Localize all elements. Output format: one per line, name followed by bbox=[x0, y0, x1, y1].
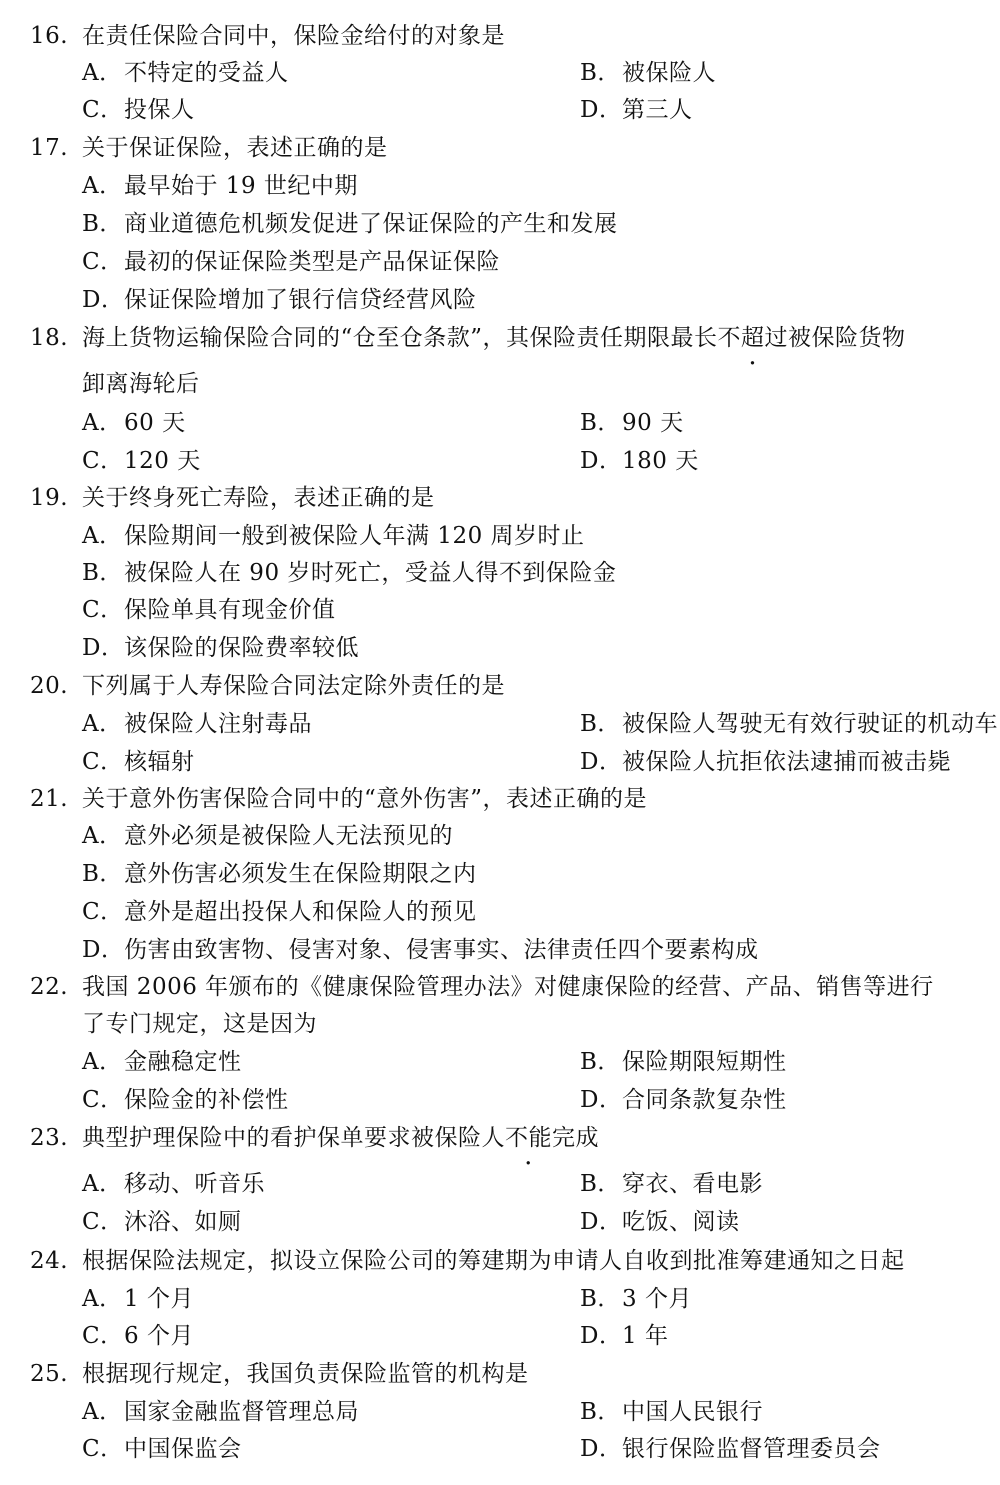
question-number: 19. bbox=[30, 485, 69, 511]
option-c: C．保险金的补偿性 bbox=[82, 1087, 289, 1113]
option-a: A．移动、听音乐 bbox=[82, 1171, 265, 1197]
emphasis-text: 不超过 bbox=[717, 325, 789, 351]
option-a: A．不特定的受益人 bbox=[82, 60, 289, 86]
question-25-stem bbox=[30, 1356, 529, 1392]
option-d: D．合同条款复杂性 bbox=[580, 1087, 787, 1113]
option-c: C．6 个月 bbox=[82, 1323, 194, 1349]
option-b: B．意外伤害必须发生在保险期限之内 bbox=[82, 861, 477, 887]
question-text: 关于终身死亡寿险，表述正确的是 bbox=[82, 485, 435, 511]
option-b: B．保险期限短期性 bbox=[580, 1049, 787, 1075]
option-b: B．90 天 bbox=[580, 410, 684, 436]
question-number: 22. bbox=[30, 974, 69, 1000]
question-number: 25. bbox=[30, 1361, 69, 1387]
option-c: C．中国保监会 bbox=[82, 1436, 242, 1462]
question-number: 24. bbox=[30, 1248, 69, 1274]
emphasis-text: 不能 bbox=[505, 1125, 552, 1151]
option-c: C．120 天 bbox=[82, 448, 201, 474]
option-b: B．商业道德危机频发促进了保证保险的产生和发展 bbox=[82, 211, 618, 237]
option-c: C．意外是超出投保人和保险人的预见 bbox=[82, 899, 477, 925]
question-22-stem bbox=[30, 969, 934, 1005]
question-text: 我国 2006 年颁布的《健康保险管理办法》对健康保险的经营、产品、销售等进行 bbox=[82, 974, 934, 1000]
question-number: 21. bbox=[30, 786, 69, 812]
option-c: C．核辐射 bbox=[82, 749, 195, 775]
option-d: D．该保险的保险费率较低 bbox=[82, 635, 359, 661]
option-d: D．银行保险监督管理委员会 bbox=[580, 1436, 881, 1462]
option-b: B．3 个月 bbox=[580, 1286, 692, 1312]
question-19-stem bbox=[30, 480, 435, 516]
question-number: 20. bbox=[30, 673, 69, 699]
option-a: A．60 天 bbox=[82, 410, 186, 436]
option-d: D．被保险人抗拒依法逮捕而被击毙 bbox=[580, 749, 951, 775]
option-b: B．被保险人在 90 岁时死亡，受益人得不到保险金 bbox=[82, 560, 617, 586]
question-16-stem bbox=[30, 18, 505, 54]
option-b: B．被保险人 bbox=[580, 60, 716, 86]
option-c: C．投保人 bbox=[82, 97, 195, 123]
option-c: C．沐浴、如厕 bbox=[82, 1209, 242, 1235]
option-d: D．180 天 bbox=[580, 448, 699, 474]
question-24-stem bbox=[30, 1243, 905, 1279]
question-text: 根据现行规定，我国负责保险监管的机构是 bbox=[82, 1361, 529, 1387]
option-a: A．最早始于 19 世纪中期 bbox=[82, 173, 358, 199]
question-number: 18. bbox=[30, 325, 69, 351]
question-text: 关于保证保险，表述正确的是 bbox=[82, 135, 388, 161]
option-c: C．最初的保证保险类型是产品保证保险 bbox=[82, 249, 500, 275]
option-b: B．中国人民银行 bbox=[580, 1399, 763, 1425]
option-a: A．意外必须是被保险人无法预见的 bbox=[82, 823, 453, 849]
option-a: A．被保险人注射毒品 bbox=[82, 711, 312, 737]
question-18-stem: 18. 海上货物运输保险合同的“仓至仓条款”，其保险责任期限最长不超过被保险货物 bbox=[30, 320, 906, 356]
option-b: B．被保险人驾驶无有效行驶证的机动车 bbox=[580, 711, 998, 737]
option-b: B．穿衣、看电影 bbox=[580, 1171, 763, 1197]
option-d: D．吃饭、阅读 bbox=[580, 1209, 740, 1235]
option-a: A．1 个月 bbox=[82, 1286, 194, 1312]
question-17-stem bbox=[30, 130, 388, 166]
option-c: C．保险单具有现金价值 bbox=[82, 597, 336, 623]
question-number: 16. bbox=[30, 23, 69, 49]
question-text: 关于意外伤害保险合同中的“意外伤害”，表述正确的是 bbox=[82, 786, 648, 812]
question-number: 23. bbox=[30, 1125, 69, 1151]
question-text: 在责任保险合同中，保险金给付的对象是 bbox=[82, 23, 505, 49]
option-d: D．1 年 bbox=[580, 1323, 669, 1349]
option-d: D．伤害由致害物、侵害对象、侵害事实、法律责任四个要素构成 bbox=[82, 937, 759, 963]
question-23-stem: 23. 典型护理保险中的看护保单要求被保险人不能完成 bbox=[30, 1120, 599, 1156]
question-text: 根据保险法规定，拟设立保险公司的筹建期为申请人自收到批准筹建通知之日起 bbox=[82, 1248, 905, 1274]
option-a: A．保险期间一般到被保险人年满 120 周岁时止 bbox=[82, 523, 585, 549]
question-20-stem bbox=[30, 668, 505, 704]
option-a: A．金融稳定性 bbox=[82, 1049, 242, 1075]
question-18-stem-continued: 卸离海轮后 bbox=[82, 371, 200, 397]
option-a: A．国家金融监督管理总局 bbox=[82, 1399, 359, 1425]
question-22-stem-continued: 了专门规定，这是因为 bbox=[82, 1011, 317, 1037]
question-21-stem bbox=[30, 781, 647, 817]
question-text: 下列属于人寿保险合同法定除外责任的是 bbox=[82, 673, 505, 699]
question-number: 17. bbox=[30, 135, 69, 161]
option-d: D．第三人 bbox=[580, 97, 693, 123]
option-d: D．保证保险增加了银行信贷经营风险 bbox=[82, 287, 477, 313]
